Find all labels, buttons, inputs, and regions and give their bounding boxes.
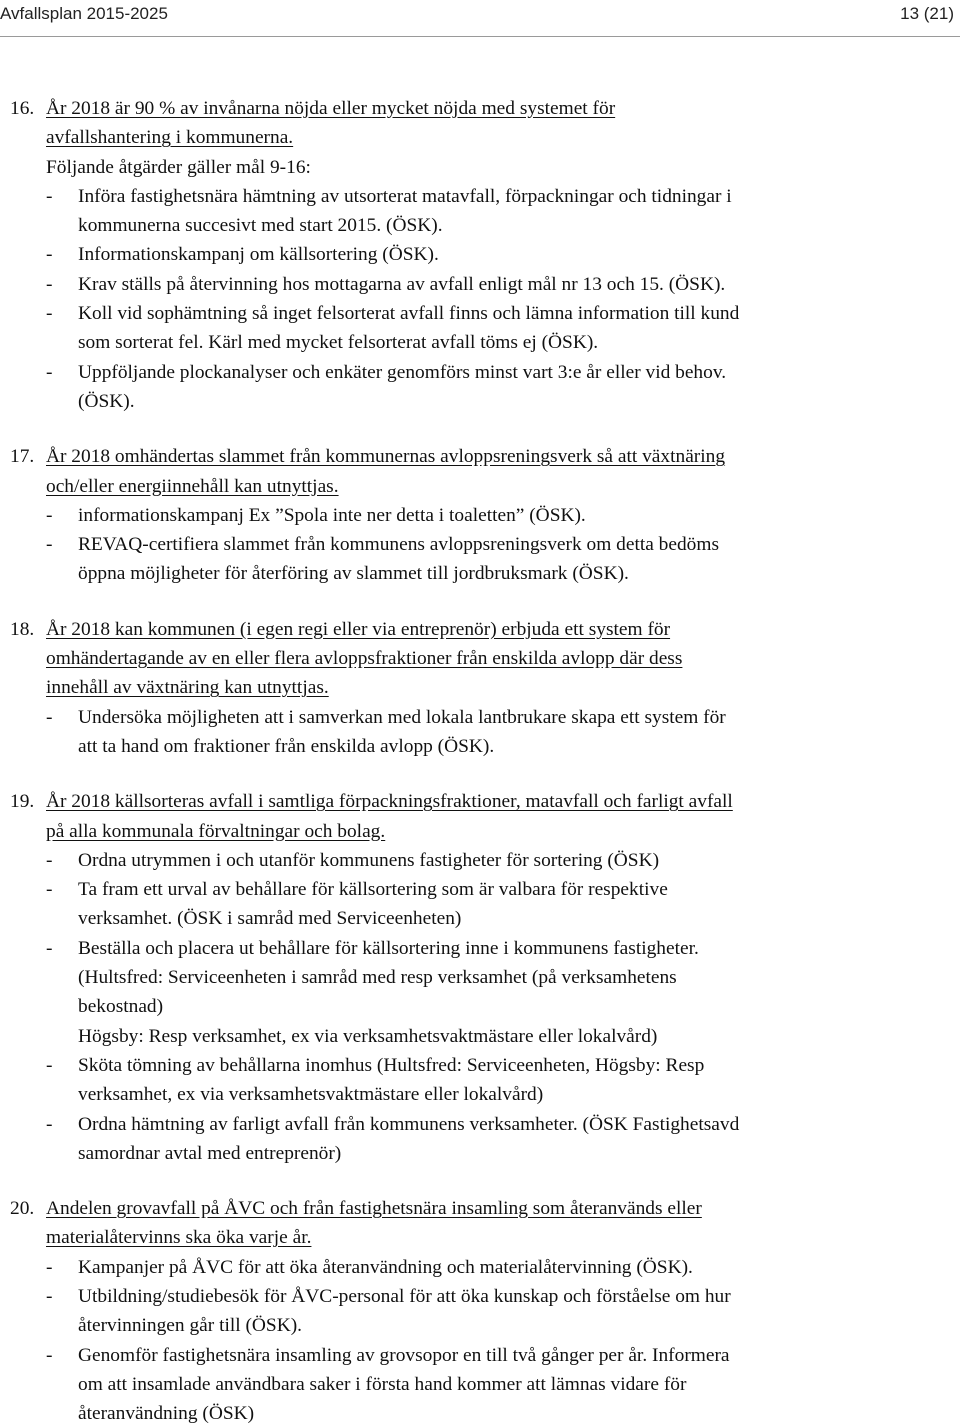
bullet-text: Ordna utrymmen i och utanför kommunens fastigheter för sortering (ÖSK) (78, 849, 660, 871)
bullet-text: Informationskampanj om källsortering (ÖSK). (78, 244, 439, 266)
bullet-dash: - (46, 1113, 53, 1135)
bullet-text: Krav ställs på återvinning hos mottagarna av avfall enligt mål nr 13 och 15. (ÖSK). (78, 273, 726, 295)
header-divider (0, 36, 960, 37)
goal-text: Andelen grovavfall på ÅVC och från fastighetsnära insamling som återanvänds eller (46, 1198, 702, 1220)
bullet-dash: - (46, 1054, 53, 1076)
bullet-dash: - (46, 504, 53, 526)
bullet-dash: - (46, 706, 53, 728)
goal-16 (10, 94, 950, 416)
bullet-dash: - (46, 1344, 53, 1366)
bullet-text: att ta hand om fraktioner från enskilda avlopp (ÖSK). (78, 735, 495, 757)
goal-20 (10, 1194, 950, 1428)
goal-17 (10, 442, 950, 588)
bullet-text: informationskampanj Ex ”Spola inte ner detta i toaletten” (ÖSK). (78, 504, 586, 526)
bullet-text: Genomför fastighetsnära insamling av grovsopor en till två gånger per år. Informera (78, 1344, 730, 1366)
bullet-text: bekostnad) (78, 996, 164, 1018)
bullet-dash: - (46, 937, 53, 959)
bullet-dash: - (46, 303, 53, 325)
goal-text: omhändertagande av en eller flera avloppsfraktioner från enskilda avlopp där dess (46, 648, 683, 670)
goal-text: materialåtervinns ska öka varje år. (46, 1227, 312, 1249)
bullet-text: REVAQ-certifiera slammet från kommunens avloppsreningsverk om detta bedöms (78, 534, 719, 556)
goal-text: År 2018 omhändertas slammet från kommunernas avloppsreningsverk så att växtnäring (46, 446, 726, 468)
bullet-text: Ordna hämtning av farligt avfall från kommunens verksamheter. (ÖSK Fastighetsavd (78, 1113, 740, 1135)
bullet-text: verksamhet, ex via verksamhetsvaktmästare eller lokalvård) (78, 1084, 544, 1106)
bullet-text: Undersöka möjligheten att i samverkan med lokala lantbrukare skapa ett system för (78, 706, 726, 728)
bullet-text: som sorterat fel. Kärl med mycket felsorterat avfall töms ej (ÖSK). (78, 332, 599, 354)
measures-intro: Följande åtgärder gäller mål 9-16: (46, 156, 311, 178)
bullet-text: återvinningen går till (ÖSK). (78, 1315, 303, 1337)
bullet-text: Kampanjer på ÅVC för att öka återanvändning och materialåtervinning (ÖSK). (78, 1256, 693, 1278)
goal-text: År 2018 kan kommunen (i egen regi eller via entreprenör) erbjuda ett system för (46, 618, 671, 640)
bullet-text: (Hultsfred: Serviceenheten i samråd med resp verksamhet (på verksamhetens (78, 967, 677, 989)
bullet-text: Ta fram ett urval av behållare för källsortering som är valbara för respektive (78, 879, 668, 901)
page-header (0, 4, 960, 34)
goal-19 (10, 787, 950, 1168)
goal-18 (10, 615, 950, 761)
bullet-text: Koll vid sophämtning så inget felsorterat avfall finns och lämna information till kund (78, 303, 740, 325)
goal-number: 16. (10, 98, 35, 119)
bullet-dash: - (46, 879, 53, 901)
bullet-text: (ÖSK). (78, 390, 135, 412)
bullet-text: Sköta tömning av behållarna inomhus (Hultsfred: Serviceenheten, Högsby: Resp (78, 1054, 705, 1076)
page-number: 13 (21) (900, 4, 954, 23)
goal-number: 20. (10, 1198, 35, 1220)
bullet-text: Införa fastighetsnära hämtning av utsorterat matavfall, förpackningar och tidningar i (78, 185, 732, 207)
goal-text: År 2018 är 90 % av invånarna nöjda eller mycket nöjda med systemet för (46, 98, 616, 119)
bullet-text: Beställa och placera ut behållare för källsortering inne i kommunens fastigheter. (78, 937, 699, 959)
bullet-text: Högsby: Resp verksamhet, ex via verksamhetsvaktmästare eller lokalvård) (78, 1025, 658, 1047)
bullet-dash: - (46, 185, 53, 207)
bullet-dash: - (46, 244, 53, 266)
bullet-text: kommunerna succesivt med start 2015. (ÖSK). (78, 215, 443, 237)
bullet-text: Utbildning/studiebesök för ÅVC-personal för att öka kunskap och förståelse om hur (78, 1285, 731, 1307)
goal-number: 18. (10, 618, 35, 640)
goal-text: avfallshantering i kommunerna. (46, 127, 294, 149)
bullet-dash: - (46, 1256, 53, 1278)
bullet-text: om att insamlade användbara saker i första hand kommer att lämnas vidare för (78, 1373, 687, 1395)
bullet-text: återanvändning (ÖSK) (78, 1403, 255, 1425)
bullet-text: öppna möjligheter för återföring av slammet till jordbruksmark (ÖSK). (78, 563, 629, 585)
goal-text: År 2018 källsorteras avfall i samtliga förpackningsfraktioner, matavfall och farligt avfall (46, 791, 733, 813)
bullet-dash: - (46, 273, 53, 295)
goal-text: på alla kommunala förvaltningar och bolag. (46, 820, 386, 842)
bullet-dash: - (46, 849, 53, 871)
bullet-dash: - (46, 1285, 53, 1307)
document-body (10, 94, 950, 1428)
bullet-text: samordnar avtal med entreprenör) (78, 1142, 342, 1164)
bullet-dash: - (46, 534, 53, 556)
document-title: Avfallsplan 2015-2025 (0, 4, 168, 23)
bullet-text: Uppföljande plockanalyser och enkäter genomförs minst vart 3:e år eller vid behov. (78, 361, 727, 383)
bullet-text: verksamhet. (ÖSK i samråd med Serviceenheten) (78, 908, 462, 930)
goal-number: 19. (10, 791, 35, 813)
goal-text: och/eller energiinnehåll kan utnyttjas. (46, 475, 339, 497)
goal-text: innehåll av växtnäring kan utnyttjas. (46, 677, 329, 699)
bullet-dash: - (46, 361, 53, 383)
goal-number: 17. (10, 446, 35, 468)
